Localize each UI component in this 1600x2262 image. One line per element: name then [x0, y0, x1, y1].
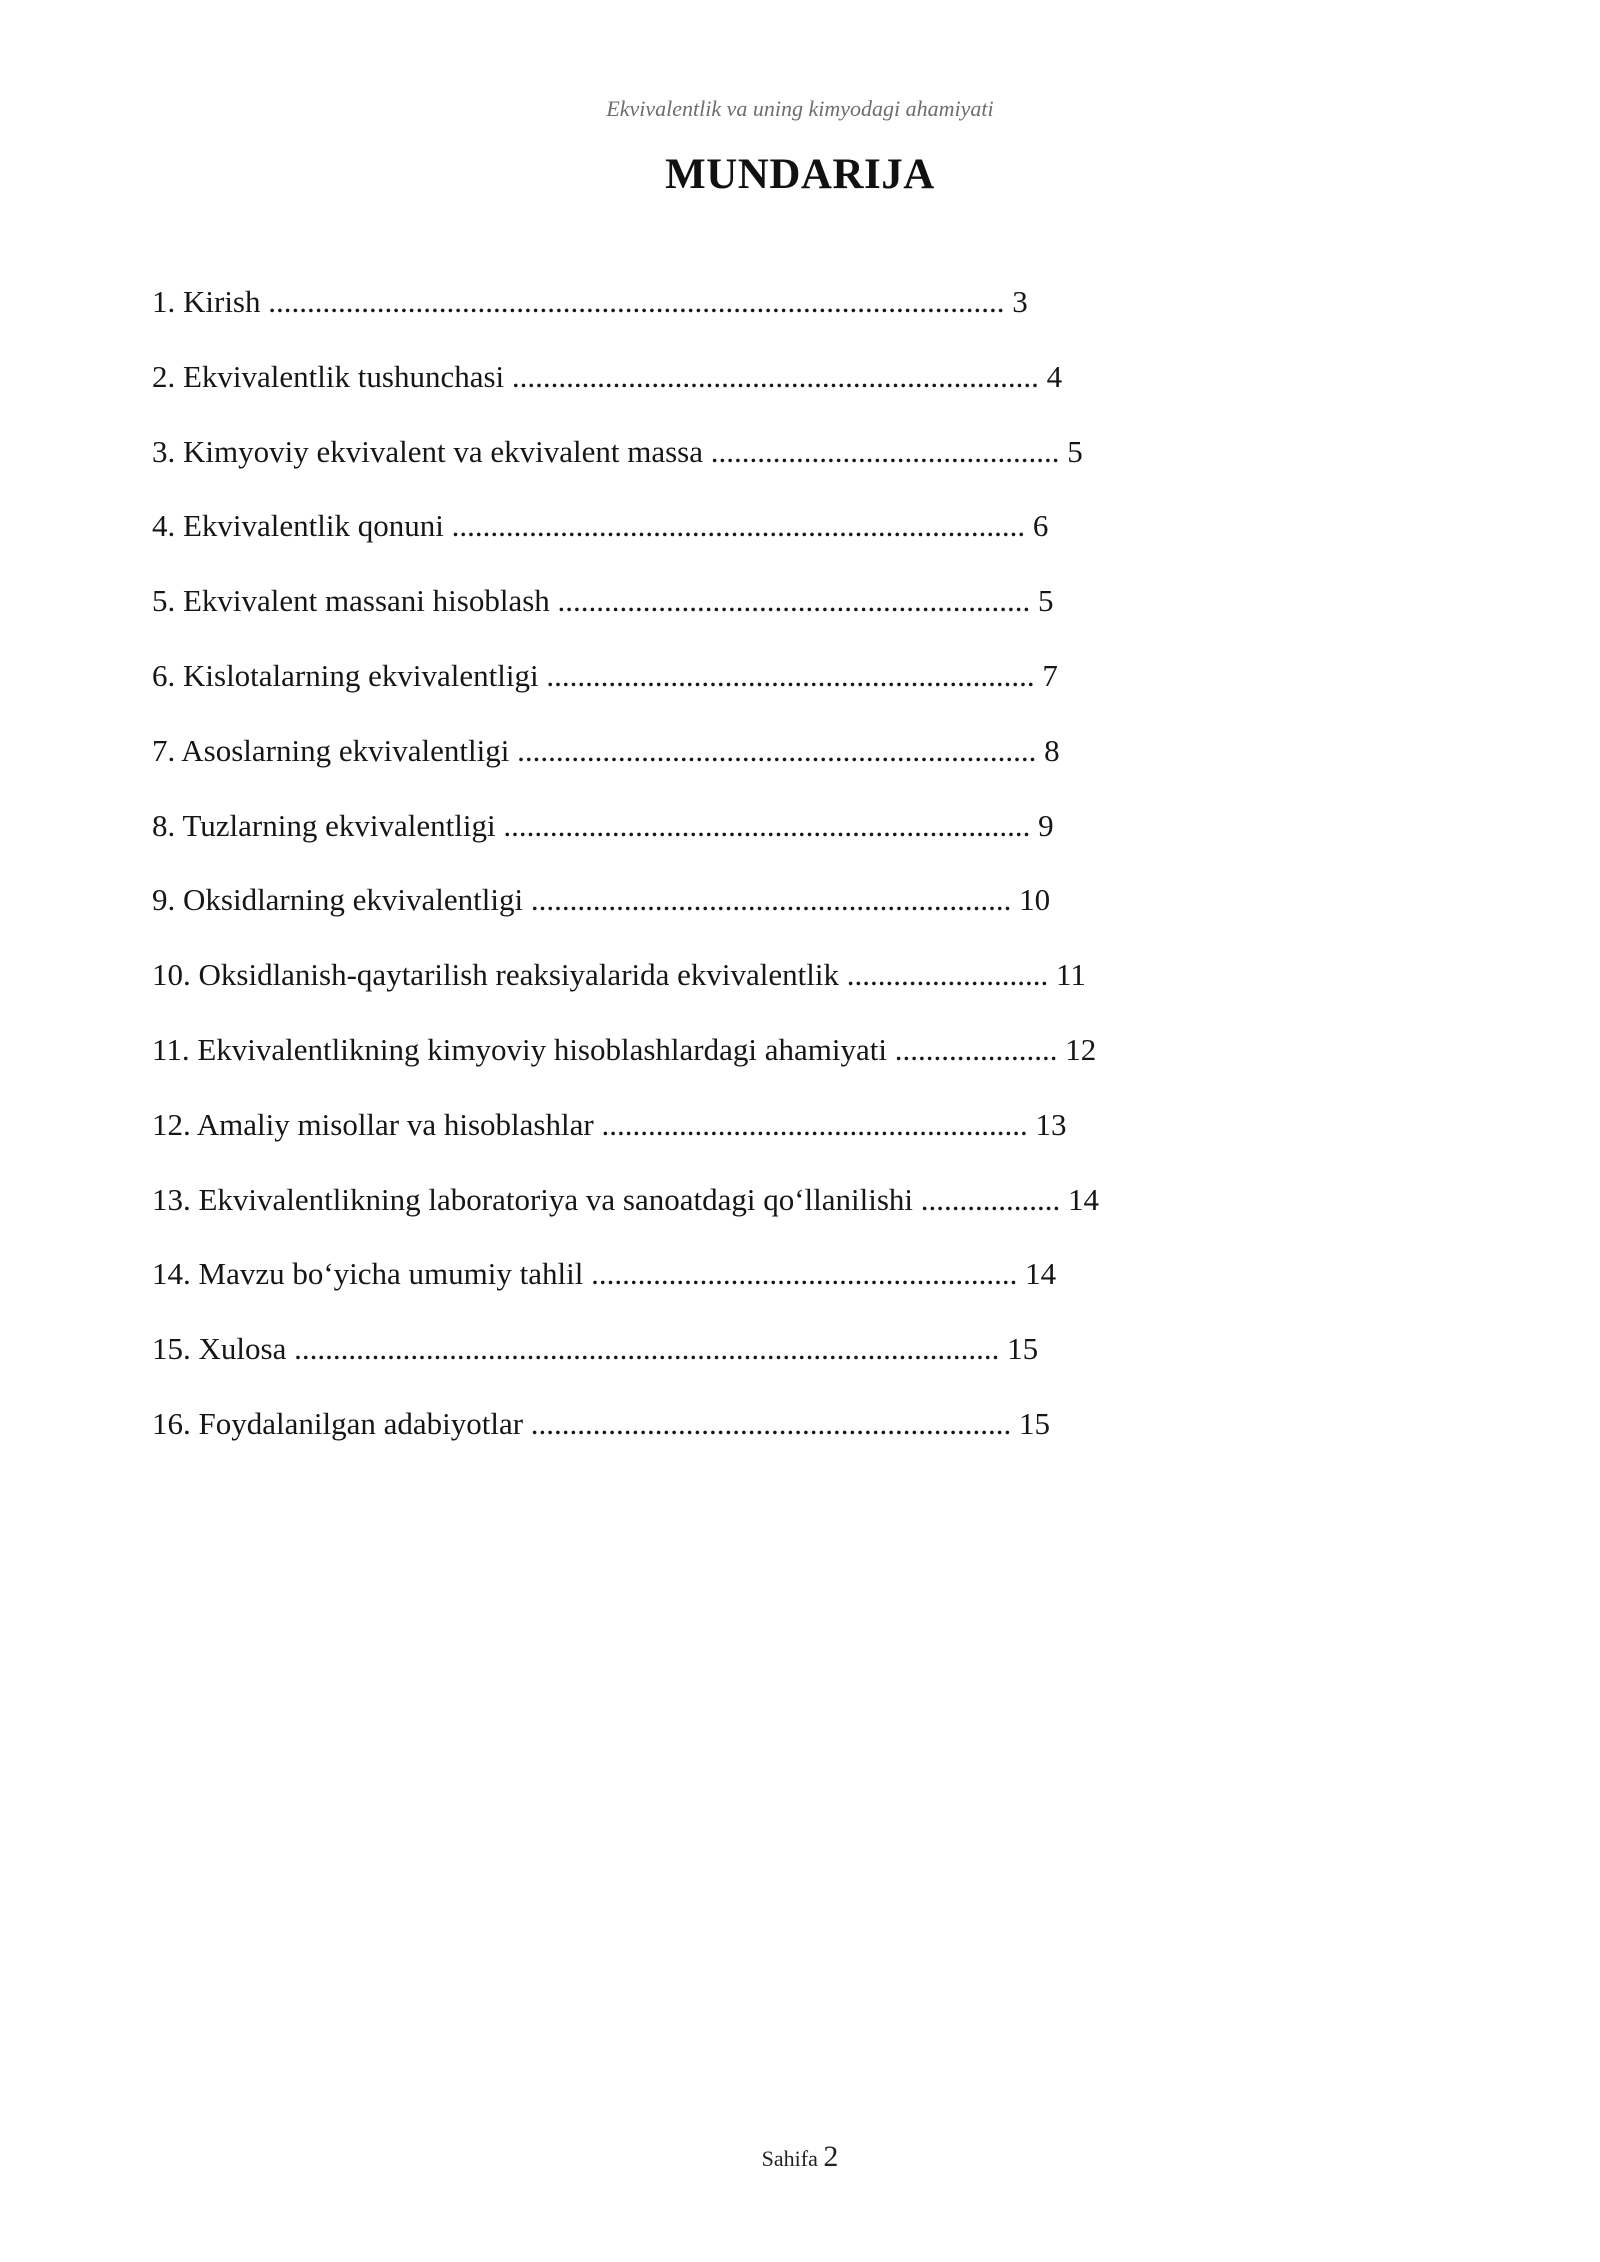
toc-entry-title: 15. Xulosa — [152, 1331, 287, 1367]
toc-entry-page: 14 — [1068, 1181, 1100, 1217]
toc-entry[interactable] — [152, 654, 1252, 697]
toc-entry-leader: .......................................................................... — [451, 508, 1026, 544]
toc-entry-page: 11 — [1055, 957, 1086, 993]
toc-entry[interactable] — [152, 729, 1252, 772]
page-title: MUNDARIJA — [665, 151, 935, 198]
toc-entry-title: 2. Ekvivalentlik tushunchasi — [152, 358, 505, 394]
toc-entry-leader: .............................................................. — [530, 1405, 1012, 1441]
toc-entry-leader: ............................................. — [710, 433, 1060, 469]
toc-entry[interactable] — [152, 1103, 1252, 1146]
toc-entry-title: 9. Oksidlarning ekvivalentligi — [152, 882, 524, 918]
toc-entry-title: 14. Mavzu bo‘yicha umumiy tahlil — [152, 1256, 584, 1292]
toc-entry-page: 14 — [1025, 1256, 1057, 1292]
toc-entry[interactable] — [152, 430, 1252, 473]
toc-entry[interactable] — [152, 579, 1252, 622]
toc-entry-leader: .................. — [920, 1181, 1061, 1217]
table-of-contents — [152, 280, 1252, 1477]
toc-entry[interactable] — [152, 1028, 1252, 1071]
toc-entry[interactable] — [152, 878, 1252, 921]
toc-entry-page: 13 — [1035, 1106, 1067, 1142]
toc-entry-page: 15 — [1019, 1405, 1051, 1441]
toc-entry[interactable] — [152, 953, 1252, 996]
toc-entry-title: 16. Foydalanilgan adabiyotlar — [152, 1405, 524, 1441]
toc-entry-title: 7. Asoslarning ekvivalentligi — [152, 732, 510, 768]
toc-entry[interactable] — [152, 1327, 1252, 1370]
toc-entry[interactable] — [152, 804, 1252, 847]
toc-entry-title: 8. Tuzlarning ekvivalentligi — [152, 807, 496, 843]
toc-entry-title: 1. Kirish — [152, 284, 261, 319]
toc-entry-title: 13. Ekvivalentlikning laboratoriya va sanoatdagi qo‘llanilishi — [152, 1181, 914, 1217]
toc-entry-leader: ................................................................... — [517, 732, 1037, 768]
toc-entry-leader: ....................................................... — [591, 1256, 1018, 1292]
toc-entry[interactable] — [152, 1402, 1252, 1445]
toc-entry-leader: .................................................................... — [503, 807, 1031, 843]
toc-entry-page: 10 — [1019, 882, 1051, 918]
toc-entry-page: 9 — [1038, 807, 1054, 843]
footer-label: Sahifa — [761, 2146, 818, 2171]
toc-entry-title: 4. Ekvivalentlik qonuni — [152, 508, 444, 544]
toc-entry-page: 5 — [1067, 433, 1083, 469]
footer-page-number: 2 — [823, 2140, 839, 2173]
toc-entry-page: 15 — [1007, 1331, 1039, 1367]
toc-entry-page: 7 — [1042, 657, 1058, 693]
toc-entry[interactable] — [152, 504, 1252, 547]
toc-entry-title: 5. Ekvivalent massani hisoblash — [152, 583, 550, 619]
toc-entry[interactable] — [152, 1178, 1252, 1221]
page-footer — [0, 2140, 1600, 2174]
running-header: Ekvivalentlik va uning kimyodagi ahamiyati — [606, 96, 994, 121]
toc-entry-leader: ............................................................. — [557, 583, 1031, 619]
toc-entry[interactable] — [152, 1252, 1252, 1295]
toc-entry-title: 3. Kimyoviy ekvivalent va ekvivalent massa — [152, 433, 703, 469]
toc-entry-leader: ....................................................... — [601, 1106, 1028, 1142]
toc-entry-page: 8 — [1044, 732, 1060, 768]
toc-entry-page: 3 — [1012, 284, 1028, 319]
toc-entry-title: 11. Ekvivalentlikning kimyoviy hisoblashlardagi ahamiyati — [152, 1031, 887, 1067]
toc-entry[interactable] — [152, 280, 1252, 323]
toc-entry-title: 10. Oksidlanish-qaytarilish reaksiyalarida ekvivalentlik — [152, 957, 839, 993]
toc-entry-leader: .............................................................. — [530, 882, 1012, 918]
toc-entry-leader: ............................................................... — [546, 657, 1035, 693]
toc-entry-page: 4 — [1046, 358, 1063, 394]
toc-entry[interactable] — [152, 355, 1252, 398]
toc-entry-page: 6 — [1032, 508, 1049, 544]
toc-entry-leader: ..................... — [894, 1031, 1058, 1067]
toc-entry-leader: ........................................................................................... — [294, 1331, 1000, 1367]
toc-entry-title: 6. Kislotalarning ekvivalentligi — [152, 657, 539, 693]
toc-entry-page: 5 — [1038, 583, 1054, 619]
toc-entry-leader: .......................... — [846, 957, 1049, 993]
toc-entry-page: 12 — [1065, 1031, 1097, 1067]
toc-entry-title: 12. Amaliy misollar va hisoblashlar — [152, 1106, 594, 1142]
toc-entry-leader: ............................................................................................... — [268, 284, 1005, 319]
toc-entry-leader: .................................................................... — [511, 358, 1039, 394]
